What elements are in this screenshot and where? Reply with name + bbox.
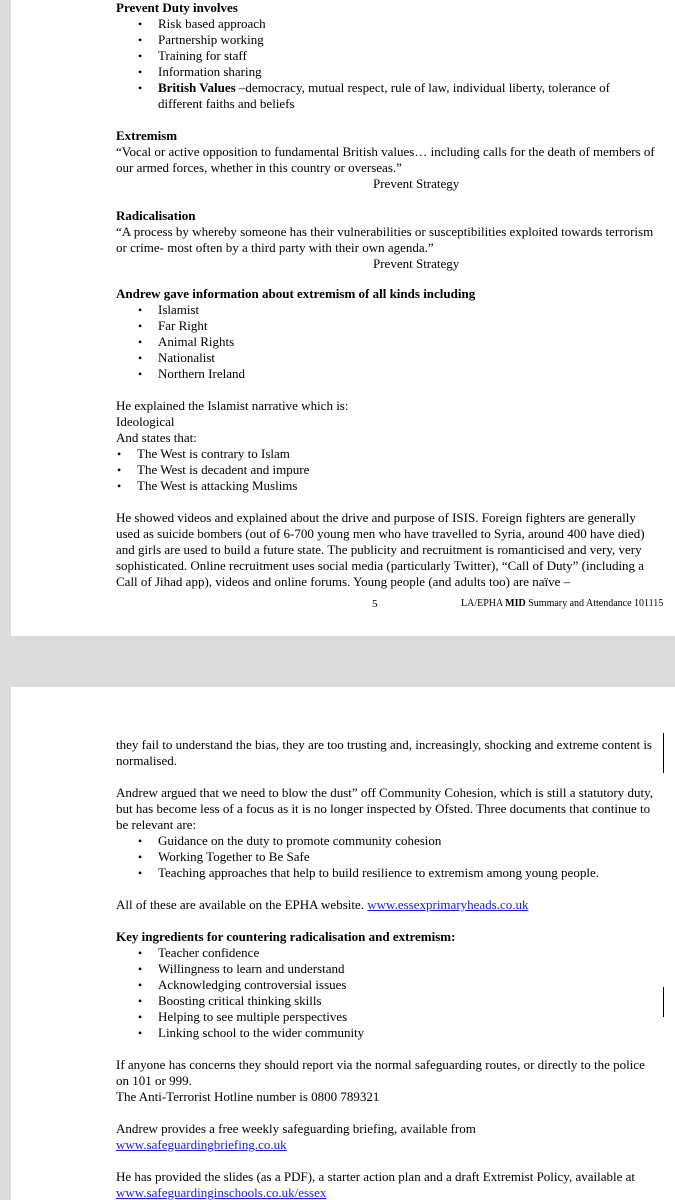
extremism-heading: Extremism: [116, 128, 178, 143]
documents-list: [116, 833, 656, 881]
cohesion-paragraph: Andrew argued that we need to blow the dust” off Community Cohesion, which is still a statutory duty, but has become less of a focus as it is no longer inspected by Ofsted. Three documents that continue to be relevant are:: [116, 785, 654, 832]
footer-bold: MID: [505, 598, 526, 609]
extremism-source: Prevent Strategy: [373, 176, 460, 191]
narrative-type: Ideological: [116, 414, 175, 429]
british-values-text: –democracy, mutual respect, rule of law, individual liberty, tolerance of different faiths and beliefs: [158, 80, 610, 111]
page-5-content: [116, 0, 656, 590]
briefing-link[interactable]: www.safeguardingbriefing.co.uk: [116, 1137, 287, 1152]
list-item: • Teaching approaches that help to build resilience to extremism among young people.: [116, 865, 656, 881]
footer-prefix: LA/EPHA: [461, 598, 506, 609]
list-item: • The West is decadent and impure: [116, 462, 656, 478]
footer-info: [461, 596, 663, 612]
extremism-kinds-list: [116, 302, 656, 382]
epha-website-link[interactable]: www.essexprimaryheads.co.uk: [367, 897, 529, 912]
andrew-extremism-heading: Andrew gave information about extremism of all kinds including: [116, 286, 476, 301]
available-text: All of these are available on the EPHA website.: [116, 897, 368, 912]
continuation-paragraph: they fail to understand the bias, they are too trusting and, increasingly, shocking and extreme content is normalised.: [116, 737, 652, 768]
list-item: • Partnership working: [116, 32, 656, 48]
prevent-duty-heading: Prevent Duty involves: [116, 0, 238, 15]
list-item: • Far Right: [116, 318, 656, 334]
available-line: [116, 897, 656, 913]
list-item: • Nationalist: [116, 350, 656, 366]
list-item: • Willingness to learn and understand: [116, 961, 656, 977]
list-item: • The West is contrary to Islam: [116, 446, 656, 462]
extremism-quote: “Vocal or active opposition to fundamental British values… including calls for the death of members of our armed forces, whether in this country or overseas.”: [116, 144, 655, 175]
radicalisation-heading: Radicalisation: [116, 208, 196, 223]
list-item-british-values: [116, 80, 656, 112]
margin-rule: [663, 987, 664, 1017]
radicalisation-quote: “A process by whereby someone has their vulnerabilities or susceptibilities exploited towards terrorism or crime- most often by a third party with their own agenda.”: [116, 224, 654, 255]
list-item: • Helping to see multiple perspectives: [116, 1009, 656, 1025]
list-item: • Acknowledging controversial issues: [116, 977, 656, 993]
document-page-5: [11, 0, 675, 636]
list-item: • Animal Rights: [116, 334, 656, 350]
list-item: • Training for staff: [116, 48, 656, 64]
list-item: • Islamist: [116, 302, 656, 318]
list-item: • Information sharing: [116, 64, 656, 80]
key-ingredients-list: [116, 945, 656, 1041]
list-item: • Linking school to the wider community: [116, 1025, 656, 1041]
isis-paragraph: He showed videos and explained about the drive and purpose of ISIS. Foreign fighters are generally used as suicide bombers (out of 6-700 young men who have travelled to Syria, around 400 have died) and girls are used to build a future state. The publicity and recruitment is romanticised and very, very sophisticated. Online recruitment uses social media (particularly Twitter), “Call of Duty” (including a Call of Jihad app), videos and online forums. Young people (and adults too) are naïve –: [116, 510, 645, 589]
page-number: 5: [372, 598, 378, 610]
british-values-label: British Values: [158, 80, 236, 95]
slides-paragraph: He has provided the slides (as a PDF), a starter action plan and a draft Extremist Policy, available at: [116, 1169, 635, 1184]
footer-suffix: Summary and Attendance 101115: [525, 598, 664, 609]
margin-rule: [663, 733, 664, 773]
briefing-paragraph: Andrew provides a free weekly safeguarding briefing, available from: [116, 1121, 476, 1136]
prevent-duty-list: [116, 16, 656, 112]
slides-link[interactable]: www.safeguardinginschools.co.uk/essex: [116, 1185, 327, 1200]
list-item: • Working Together to Be Safe: [116, 849, 656, 865]
list-item: • Boosting critical thinking skills: [116, 993, 656, 1009]
key-ingredients-heading: Key ingredients for countering radicalisation and extremism:: [116, 929, 456, 944]
document-page-6: [11, 687, 675, 1200]
list-item: • Teacher confidence: [116, 945, 656, 961]
concerns-paragraph: If anyone has concerns they should report via the normal safeguarding routes, or directly to the police on 101 or 999.: [116, 1057, 645, 1088]
list-item: • Northern Ireland: [116, 366, 656, 382]
narrative-states: And states that:: [116, 430, 197, 445]
radicalisation-source: Prevent Strategy: [373, 256, 460, 271]
list-item: • Risk based approach: [116, 16, 656, 32]
narrative-list: [116, 446, 656, 494]
page-6-content: [116, 737, 656, 1200]
list-item: • Guidance on the duty to promote community cohesion: [116, 833, 656, 849]
narrative-intro: He explained the Islamist narrative which is:: [116, 398, 349, 413]
list-item: • The West is attacking Muslims: [116, 478, 656, 494]
hotline-line: The Anti-Terrorist Hotline number is 0800 789321: [116, 1089, 380, 1104]
